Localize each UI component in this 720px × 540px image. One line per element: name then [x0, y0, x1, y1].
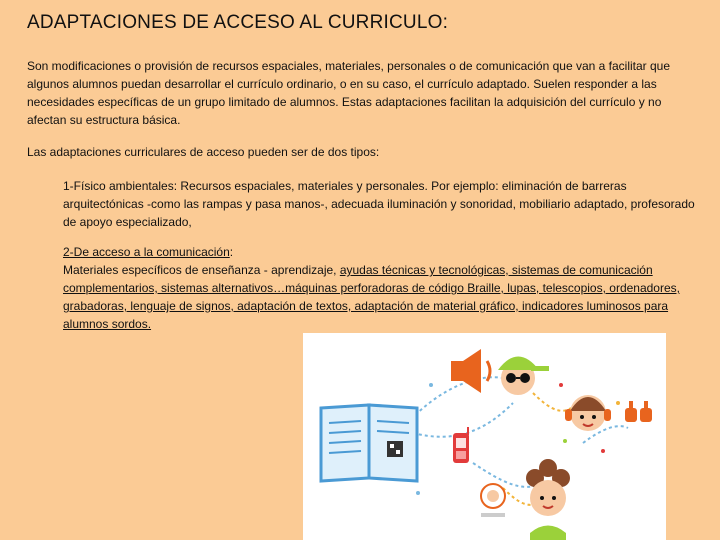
book-icon — [321, 405, 417, 481]
sign-language-hands-icon — [625, 401, 652, 422]
type2-lead-text: Materiales específicos de enseñanza - aprendizaje, — [63, 263, 340, 277]
types-intro-paragraph: Las adaptaciones curriculares de acceso pueden ser de dos tipos: — [27, 145, 380, 159]
illustration-svg — [303, 333, 666, 540]
type2-underlined-text: ayudas técnicas y tecnológicas, sistemas de comunicación complementarios, sistemas alternativos…máquinas perforadoras de código Braille, lupas, telescopios, ordenadores, grabadoras, lenguaje de signos, adaptación de textos, adaptación de material gráfico, indicadores luminosos para alumnos sordos. — [63, 263, 680, 331]
boy-sunglasses-icon — [498, 357, 549, 396]
type2-heading: 2-De acceso a la comunicación — [63, 245, 230, 259]
type2-colon: : — [229, 245, 234, 259]
page-title: ADAPTACIONES DE ACCESO AL CURRICULO: — [27, 12, 449, 33]
girl-headphones-icon — [565, 395, 611, 431]
type1-paragraph: 1-Físico ambientales: Recursos espaciales, materiales y personales. Por ejemplo: eliminación de barreras arquitectónicas -como las rampas y pasa manos-, adecuada iluminación y sonoridad, mobiliario adaptado, profesorado de apoyo especializado, — [63, 179, 695, 229]
curly-hair-girl-icon — [526, 459, 570, 540]
face-badge-icon — [481, 484, 505, 517]
intro-paragraph: Son modificaciones o provisión de recursos espaciales, materiales, personales o de comunicación que van a facilitar que algunos alumnos puedan desarrollar el currículo ordinario, o en su caso, el currículo adaptado. Suelen responder a las necesidades específicas de un grupo limitado de alumnos. Estas adaptaciones facilitan la adquisición del currículo y no afectan su estructura básica. — [27, 59, 671, 127]
communication-illustration — [303, 333, 666, 540]
type2-block — [63, 243, 703, 333]
